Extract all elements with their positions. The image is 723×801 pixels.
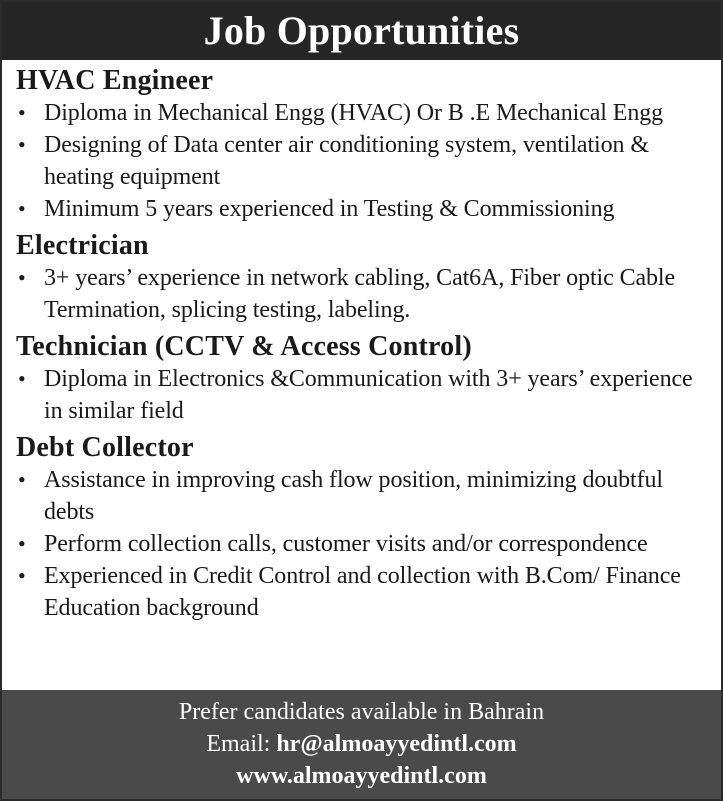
requirements-list (16, 464, 711, 624)
email-line (2, 728, 721, 760)
requirement-item (16, 528, 711, 560)
requirement-text: Perform collection calls, customer visits and/or correspondence (44, 531, 648, 557)
requirement-item (16, 464, 711, 528)
requirement-text: Diploma in Electronics &Communication with 3+ years’ experience in similar field (44, 366, 693, 424)
bullet-icon: • (18, 467, 26, 492)
requirements-list (16, 97, 711, 225)
page-title: Job Opportunities (2, 2, 721, 60)
contact-footer (2, 690, 721, 799)
requirement-item (16, 363, 711, 427)
job-title: Electrician (16, 230, 149, 261)
requirements-list (16, 363, 711, 427)
bullet-icon: • (18, 531, 26, 556)
email-label: Email: (206, 731, 277, 757)
job-title: Technician (CCTV & Access Control) (16, 331, 472, 362)
job-technician-cctv (16, 330, 711, 427)
bullet-icon: • (18, 196, 26, 221)
email-link[interactable]: hr@almoayyedintl.com (276, 731, 517, 757)
requirement-text: Assistance in improving cash flow position, minimizing doubtful debts (44, 467, 663, 525)
requirement-text: Diploma in Mechanical Engg (HVAC) Or B .E Mechanical Engg (44, 100, 664, 126)
requirements-list (16, 262, 711, 326)
requirement-item (16, 129, 711, 193)
job-debt-collector (16, 431, 711, 624)
bullet-icon: • (18, 132, 26, 157)
job-title: Debt Collector (16, 432, 194, 463)
requirement-text: 3+ years’ experience in network cabling, Cat6A, Fiber optic Cable Termination, splicing testing, labeling. (44, 265, 676, 323)
job-hvac-engineer (16, 64, 711, 225)
location-note: Prefer candidates available in Bahrain (178, 699, 545, 725)
job-title: HVAC Engineer (16, 65, 214, 96)
requirement-item (16, 193, 711, 225)
requirement-item (16, 262, 711, 326)
bullet-icon: • (18, 563, 26, 588)
bullet-icon: • (18, 366, 26, 391)
requirement-text: Designing of Data center air conditioning system, ventilation & heating equipment (44, 132, 649, 190)
bullet-icon: • (18, 100, 26, 125)
requirement-text: Experienced in Credit Control and collection with B.Com/ Finance Education background (44, 563, 681, 621)
requirement-text: Minimum 5 years experienced in Testing & Commissioning (44, 196, 615, 222)
website-link[interactable]: www.almoayyedintl.com (236, 763, 487, 789)
requirement-item (16, 97, 711, 129)
bullet-icon: • (18, 265, 26, 290)
job-electrician (16, 229, 711, 326)
job-list (2, 60, 721, 624)
requirement-item (16, 560, 711, 624)
